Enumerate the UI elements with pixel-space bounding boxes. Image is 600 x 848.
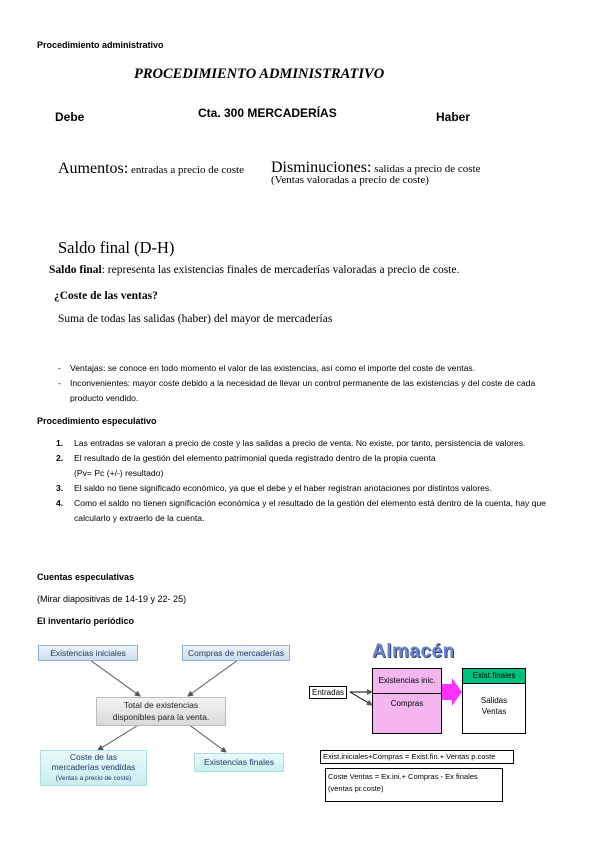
item-extra: (Pv= Pc (+/-) resultado) — [74, 468, 164, 478]
arrow-existencias-total — [90, 660, 140, 696]
coste-line3: (Ventas a precio de coste) — [55, 775, 132, 782]
saldo-title: Saldo final (D-H) — [58, 238, 175, 257]
item-text: Las entradas se valoran a precio de coste y las salidas a precio de venta. No existe, por tanto, persistencia de valores. — [74, 438, 526, 448]
coste-vendidas-box — [40, 750, 147, 786]
cuentas-note: (Mirar diapositivas de 14-19 y 22- 25) — [37, 594, 187, 604]
formula-1: Exist.iniciales+Compras = Exist.fin.+ Ventas p.coste — [320, 750, 514, 764]
almacen-title: Almacén — [372, 641, 455, 662]
arrow-compras-total — [188, 660, 238, 696]
compras-box: Compras de mercaderías — [182, 645, 290, 661]
account-title: Cta. 300 MERCADERÍAS — [198, 106, 337, 120]
exist-inic-label: Existencias inic. — [373, 669, 441, 694]
disminuciones-big: Disminuciones: — [271, 159, 372, 176]
list-item: - Ventajas: se conoce en todo momento el valor de las existencias, así como el importe del coste de ventas. — [58, 361, 558, 376]
ventas-label: Ventas — [481, 707, 507, 716]
compras-label: Compras — [390, 699, 424, 708]
item-number: 4. — [56, 498, 64, 508]
salidas-label: Salidas — [480, 696, 508, 705]
exist-finales-label: Exist.finales — [463, 669, 525, 684]
total-line2: disponibles para la venta. — [112, 712, 210, 722]
item-number: 3. — [56, 483, 64, 493]
item-text: El saldo no tiene significado económico, ya que el debe y el haber registran anotaciones por distintos valores. — [74, 483, 492, 493]
total-existencias-box — [96, 697, 226, 726]
salidas-ventas — [463, 695, 525, 717]
magenta-arrow — [440, 678, 462, 706]
saldo-def-text: : representa las existencias finales de mercaderías valoradas a precio de coste. — [101, 264, 460, 276]
saldo-def-label: Saldo final — [49, 264, 102, 276]
arrow-total-finales — [188, 724, 226, 752]
coste-question: ¿Coste de las ventas? — [54, 290, 158, 302]
disminuciones-small: salidas a precio de coste (Ventas valoradas a precio de coste) — [271, 163, 481, 186]
finales-box — [462, 668, 526, 734]
formula-2-line1: Coste Ventas = Ex.ini.+ Compras - Ex finales — [328, 772, 478, 781]
coste-answer: Suma de todas las salidas (haber) del mayor de mercaderías — [58, 313, 333, 325]
total-line1: Total de existencias — [123, 700, 199, 710]
aumentos-small: entradas a precio de coste — [128, 164, 244, 176]
item-number: 1. — [56, 438, 64, 448]
especulativo-heading: Procedimiento especulativo — [37, 416, 157, 426]
formula-2 — [325, 768, 503, 802]
existencias-finales-box: Existencias finales — [194, 753, 284, 772]
existencias-iniciales-box: Existencias iniciales — [38, 645, 138, 661]
list-item: - Inconvenientes: mayor coste debido a la necesidad de llevar un control permanente de las existencias y del coste de cada producto vendido. — [58, 376, 558, 406]
item-text: Como el saldo no tienen significación económica y el resultado de la gestión del elemento está dentro de la cuenta, hay que calcularlo y extraerlo de la cuenta. — [74, 498, 547, 523]
header-label: Procedimiento administrativo — [37, 40, 164, 50]
page-title: PROCEDIMIENTO ADMINISTRATIVO — [134, 66, 385, 82]
debe-label: Debe — [55, 110, 85, 124]
formula-2-line2: (ventas pr.coste) — [328, 784, 384, 793]
item-text: El resultado de la gestión del elemento patrimonial queda registrado dentro de la propia cuenta — [74, 453, 436, 463]
item-number: 2. — [56, 453, 64, 463]
arrow-entradas-compras — [350, 692, 372, 705]
haber-label: Haber — [436, 110, 471, 124]
entradas-label: Entradas — [309, 686, 347, 699]
arrow-total-coste — [98, 724, 140, 750]
coste-line1: Coste de las — [69, 752, 118, 762]
cuentas-heading: Cuentas especulativas — [37, 572, 135, 582]
coste-line2: mercaderías vendidas — [51, 762, 136, 772]
almacen-box — [372, 668, 442, 734]
aumentos-big: Aumentos: — [58, 160, 129, 177]
inventario-heading: El inventario periódico — [37, 616, 135, 626]
